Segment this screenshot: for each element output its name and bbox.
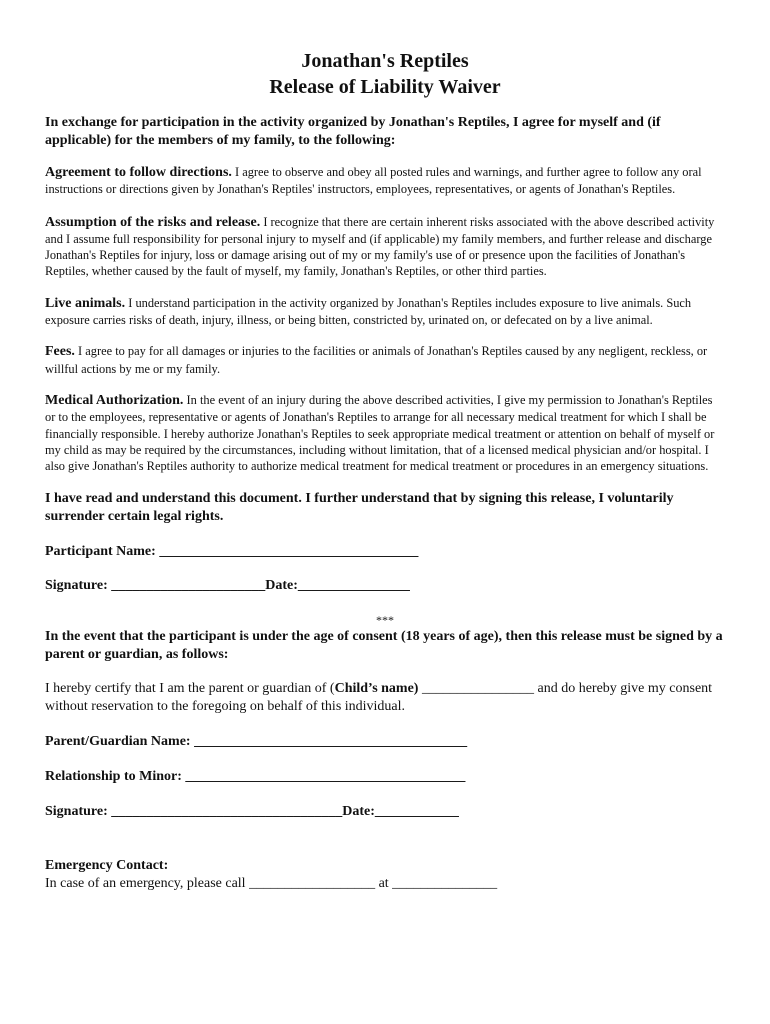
guardian-name-field[interactable] (45, 733, 725, 751)
emergency-contact-name-blank[interactable]: __________________ (249, 876, 376, 892)
guardian-signature-label: Signature: (45, 804, 112, 820)
relationship-blank[interactable]: ________________________________________ (185, 769, 466, 785)
section-fees (45, 343, 725, 377)
certify-text: I hereby certify that I am the parent or guardian of ( (45, 681, 335, 697)
waiver-document (45, 48, 725, 893)
certify-text-end: and do hereby give my consent without reservation to the foregoing on behalf of this individual. (45, 681, 713, 715)
signature-label: Signature: (45, 578, 112, 594)
document-title (45, 48, 725, 100)
guardian-date-label: Date: (342, 804, 375, 820)
section-body: I agree to observe and obey all posted rules and warnings, and further agree to follow any oral instructions or directions given by Jonathan's Reptiles' instructors, employees, representatives, or agents of Jonathan's Reptiles. (45, 165, 702, 197)
section-heading: Agreement to follow directions. (45, 165, 232, 180)
child-name-blank[interactable]: ________________ (418, 681, 538, 697)
section-assumption-of-risk (45, 214, 725, 280)
emergency-phone-blank[interactable]: _______________ (392, 876, 498, 892)
emergency-contact-line (45, 875, 725, 893)
title-line-company: Jonathan's Reptiles (301, 50, 469, 72)
section-heading: Assumption of the risks and release. (45, 214, 261, 230)
section-body: I recognize that there are certain inherent risks associated with the above described activity and I assume full responsibility for personal injury to myself and (if applicable) my family members, and further release and discharge Jonathan's Reptiles for injury, loss or damage arising out of my or my family's use of or presence upon the facilities of Jonathan's Reptiles, whether caused by the fault of myself, my family, Jonathan's Reptiles, or other third parties. (45, 214, 715, 279)
participant-name-label: Participant Name: (45, 544, 160, 560)
guardian-signature-blank[interactable]: _________________________________ (111, 804, 343, 820)
section-medical-authorization (45, 392, 725, 474)
section-body: In the event of an injury during the above described activities, I give my permission to Jonathan's Reptiles or to the employees, representative or agents of Jonathan's Reptiles to arrange for all necessary medical treatment for which I shall be financially responsible. I hereby authorize Jonathan's Reptiles to seek appropriate medical treatment or attention on behalf of myself or my child as may be required by the circumstances, including without limitation, that of a licensed medical physician and/or hospital. I also give Jonathan's Reptiles authority to authorize medical treatment for medical treatment or procedures in an emergency situations. (45, 392, 715, 474)
participant-name-field[interactable] (45, 543, 725, 561)
guardian-name-label: Parent/Guardian Name: (45, 734, 195, 750)
date-label: Date: (265, 578, 298, 594)
acknowledgement-statement: I have read and understand this document. I further understand that by signing this release, I voluntarily surrender certain legal rights. (45, 491, 674, 525)
guardian-date-blank[interactable]: ____________ (374, 804, 459, 820)
minor-notice: In the event that the participant is under the age of consent (18 years of age), then this release must be signed by a parent or guardian, as follows: (45, 629, 723, 663)
section-heading: Live animals. (45, 295, 126, 311)
participant-name-blank[interactable]: _____________________________________ (159, 544, 419, 560)
section-directions (45, 164, 725, 198)
section-heading: Medical Authorization. (45, 392, 184, 408)
emergency-contact-heading: Emergency Contact: (45, 858, 169, 874)
signature-blank[interactable]: ______________________ (111, 578, 266, 594)
relationship-label: Relationship to Minor: (45, 769, 186, 785)
participant-signature-field[interactable] (45, 577, 725, 595)
section-body: I agree to pay for all damages or injuries to the facilities or animals of Jonathan's Reptiles caused by any negligent, reckless, or willful actions by me or my family. (45, 344, 708, 376)
guardian-certification (45, 680, 725, 716)
guardian-name-blank[interactable]: _______________________________________ (194, 734, 468, 750)
relationship-field[interactable] (45, 768, 725, 786)
emergency-at-text: at (375, 876, 393, 892)
child-name-label: Child’s name) (334, 681, 419, 697)
section-live-animals (45, 295, 725, 329)
section-heading: Fees. (45, 344, 75, 360)
section-separator: *** (376, 613, 394, 628)
title-line-waiver: Release of Liability Waiver (269, 76, 501, 98)
guardian-signature-field[interactable] (45, 803, 725, 821)
intro-paragraph: In exchange for participation in the activity organized by Jonathan's Reptiles, I agree for myself and (if applicable) for the members of my family, to the following: (45, 115, 661, 148)
emergency-text: In case of an emergency, please call (45, 876, 250, 892)
date-blank[interactable]: ________________ (297, 578, 410, 594)
section-body: I understand participation in the activity organized by Jonathan's Reptiles includes exposure to live animals. Such exposure carries risks of death, injury, illness, or being bitten, constricted by, urinated on, or defecated on by a live animal. (45, 295, 692, 328)
